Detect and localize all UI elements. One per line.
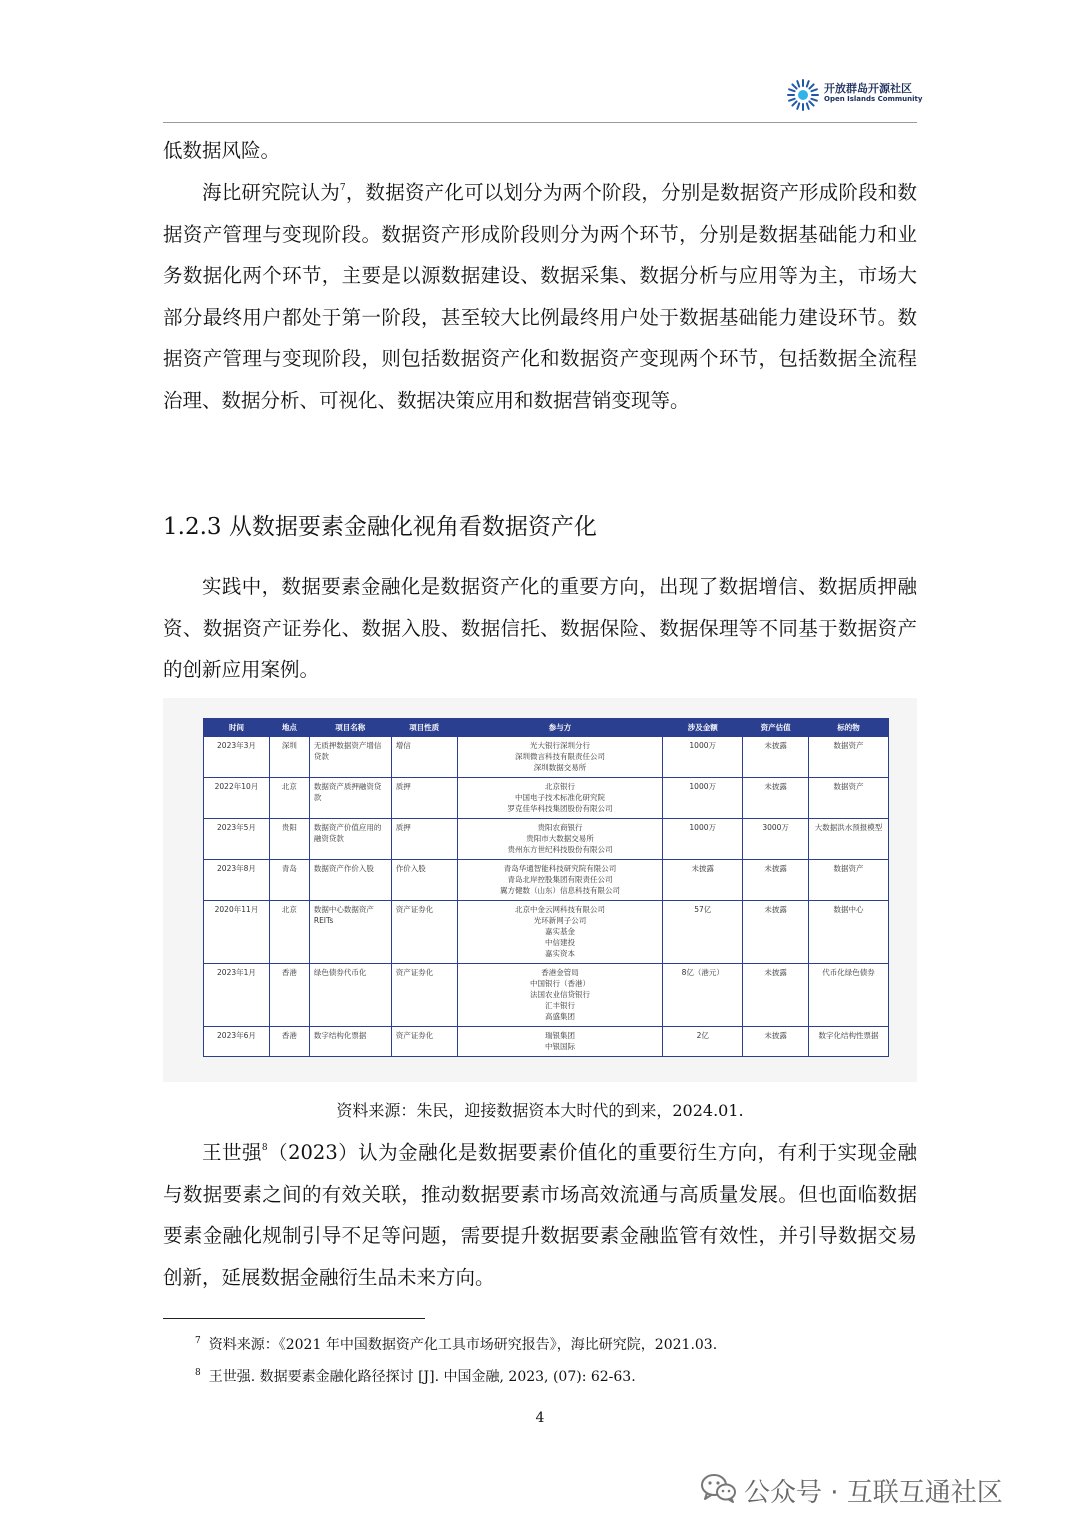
table-row: [204, 1027, 889, 1057]
header-cell: 参与方: [457, 719, 663, 737]
footnote-number: 8: [195, 1368, 201, 1378]
paragraph-2: [163, 172, 917, 421]
cell-parties: [457, 737, 663, 778]
cell-time: 2023年5月: [204, 819, 270, 860]
cell-nature: 作价入股: [391, 860, 457, 901]
cell-nature: 质押: [391, 778, 457, 819]
paragraph-2-lead: 海比研究院认为: [202, 181, 340, 204]
party: 罗克佳华科技集团股份有限公司: [507, 804, 613, 813]
cell-valuation: 3000万: [743, 819, 809, 860]
cell-time: 2022年10月: [204, 778, 270, 819]
header-cell: 项目性质: [391, 719, 457, 737]
cell-place: 北京: [269, 901, 309, 964]
cell-project-name: 无质押数据资产增信贷款: [309, 737, 391, 778]
paragraph-4-body: （2023）认为金融化是数据要素价值化的重要衍生方向，有利于实现金融与数据要素之间的有效关联，推动数据要素市场高效流通与高质量发展。但也面临数据要素金融化规制引导不足等问题，需要提升数据要素金融监管有效性，并引导数据交易创新，延展数据金融衍生品未来方向。: [163, 1141, 917, 1289]
cell-valuation: 未披露: [743, 860, 809, 901]
section-heading: 1.2.3 从数据要素金融化视角看数据资产化: [163, 514, 597, 540]
cell-valuation: 未披露: [743, 778, 809, 819]
table-row: [204, 737, 889, 778]
table-source-caption: 资料来源：朱民，迎接数据资本大时代的到来，2024.01.: [336, 1101, 744, 1120]
party: 中银国际: [544, 1042, 575, 1051]
page-number: 4: [535, 1410, 545, 1426]
party: 中国银行（香港）: [529, 979, 590, 988]
table-row: [204, 901, 889, 964]
wechat-watermark: [700, 1470, 1060, 1510]
party: 光大银行深圳分行: [529, 741, 590, 750]
data-finance-case-table: [163, 698, 917, 1082]
cell-parties: [457, 964, 663, 1027]
table-row: [204, 860, 889, 901]
cell-target: 代币化绿色债券: [809, 964, 889, 1027]
footnote-8: [195, 1366, 636, 1386]
header-divider: [163, 122, 917, 123]
cell-target: 数据资产: [809, 778, 889, 819]
party: 北京中金云网科技有限公司: [514, 905, 605, 914]
cell-valuation: 未披露: [743, 1027, 809, 1057]
party: 汇丰银行: [544, 1001, 575, 1010]
cell-project-name: 数据中心数据资产REITs: [309, 901, 391, 964]
header-cell: 时间: [204, 719, 270, 737]
party: 嘉实资本: [544, 949, 575, 958]
cell-place: 贵阳: [269, 819, 309, 860]
party: 嘉实基金: [544, 927, 575, 936]
cell-place: 香港: [269, 964, 309, 1027]
table-row: [204, 819, 889, 860]
cell-target: 大数据洪水预报模型: [809, 819, 889, 860]
cell-nature: 资产证券化: [391, 901, 457, 964]
party: 北京银行: [544, 782, 575, 791]
party: 深圳数据交易所: [533, 763, 587, 772]
cell-nature: 质押: [391, 819, 457, 860]
header-cell: 涉及金额: [663, 719, 743, 737]
party: 法国农业信贷银行: [529, 990, 590, 999]
cell-project-name: 绿色债券代币化: [309, 964, 391, 1027]
party: 香港金管局: [541, 968, 579, 977]
cell-target: 数据资产: [809, 860, 889, 901]
party: 青岛华通智能科技研究院有限公司: [503, 864, 617, 873]
cell-nature: 资产证券化: [391, 1027, 457, 1057]
table-row: [204, 964, 889, 1027]
header-cell: 地点: [269, 719, 309, 737]
cell-nature: 资产证券化: [391, 964, 457, 1027]
paragraph-1: 低数据风险。: [163, 139, 281, 162]
logo-english-text: Open Islands Community: [824, 95, 923, 103]
party: 光环新网子公司: [533, 916, 587, 925]
cell-valuation: 未披露: [743, 901, 809, 964]
party: 中信建投: [544, 938, 575, 947]
cell-parties: [457, 901, 663, 964]
party: 瑞银集团: [544, 1031, 575, 1040]
cell-place: 深圳: [269, 737, 309, 778]
cell-amount: 57亿: [663, 901, 743, 964]
cell-amount: 1000万: [663, 819, 743, 860]
cell-target: 数据资产: [809, 737, 889, 778]
footnote-divider: [163, 1318, 425, 1319]
open-islands-logo-icon: [786, 78, 820, 112]
party: 翼方健数（山东）信息科技有限公司: [499, 886, 620, 895]
wechat-icon: [700, 1472, 738, 1504]
header-cell: 资产估值: [743, 719, 809, 737]
paragraph-3: 实践中，数据要素金融化是数据资产化的重要方向，出现了数据增信、数据质押融资、数据资产证券化、数据入股、数据信托、数据保险、数据保理等不同基于数据资产的创新应用案例。: [163, 575, 917, 681]
footnote-7: [195, 1334, 717, 1354]
cell-time: 2020年11月: [204, 901, 270, 964]
cell-valuation: 未披露: [743, 964, 809, 1027]
cell-amount: 1000万: [663, 778, 743, 819]
cell-amount: 未披露: [663, 860, 743, 901]
cell-amount: 8亿（港元）: [663, 964, 743, 1027]
cell-nature: 增信: [391, 737, 457, 778]
cell-place: 北京: [269, 778, 309, 819]
case-table: [203, 718, 889, 1057]
footnote-ref-8[interactable]: 8: [261, 1143, 268, 1153]
cell-time: 2023年8月: [204, 860, 270, 901]
table-header-row: [204, 719, 889, 737]
cell-parties: [457, 778, 663, 819]
cell-place: 青岛: [269, 860, 309, 901]
cell-project-name: 数据资产作价入股: [309, 860, 391, 901]
cell-valuation: 未披露: [743, 737, 809, 778]
paragraph-4: [163, 1132, 917, 1298]
party: 贵阳市大数据交易所: [526, 834, 594, 843]
cell-time: 2023年3月: [204, 737, 270, 778]
cell-project-name: 数据资产质押融资贷款: [309, 778, 391, 819]
cell-time: 2023年6月: [204, 1027, 270, 1057]
paragraph-4-lead: 王世强: [202, 1141, 262, 1164]
cell-target: 数字化结构性票据: [809, 1027, 889, 1057]
header-cell: 标的物: [809, 719, 889, 737]
cell-parties: [457, 860, 663, 901]
cell-amount: 2亿: [663, 1027, 743, 1057]
party: 高盛集团: [544, 1012, 575, 1021]
party: 贵阳农商银行: [537, 823, 583, 832]
cell-project-name: 数据资产价值应用的融资贷款: [309, 819, 391, 860]
cell-parties: [457, 819, 663, 860]
footnote-ref-7[interactable]: 7: [339, 183, 346, 193]
cell-project-name: 数字结构化票据: [309, 1027, 391, 1057]
header-cell: 项目名称: [309, 719, 391, 737]
footnote-text: 资料来源：《2021 年中国数据资产化工具市场研究报告》，海比研究院，2021.03.: [208, 1337, 718, 1353]
cell-time: 2023年1月: [204, 964, 270, 1027]
logo-chinese-text: 开放群岛开源社区: [824, 82, 912, 95]
cell-parties: [457, 1027, 663, 1057]
cell-place: 香港: [269, 1027, 309, 1057]
party: 青岛北岸控股集团有限责任公司: [507, 875, 613, 884]
table-row: [204, 778, 889, 819]
party: 贵州东方世纪科技股份有限公司: [507, 845, 613, 854]
cell-target: 数据中心: [809, 901, 889, 964]
watermark-text: 公众号 · 互联互通社区: [744, 1478, 1003, 1508]
footnote-number: 7: [195, 1336, 201, 1346]
footnote-text: 王世强. 数据要素金融化路径探讨 [J]. 中国金融, 2023, (07): 62-63.: [208, 1369, 636, 1385]
cell-amount: 1000万: [663, 737, 743, 778]
party: 深圳微言科技有限责任公司: [514, 752, 605, 761]
party: 中国电子技术标准化研究院: [514, 793, 605, 802]
community-logo: [786, 78, 926, 112]
paragraph-2-body: ，数据资产化可以划分为两个阶段，分别是数据资产形成阶段和数据资产管理与变现阶段。数据资产形成阶段则分为两个环节，分别是数据基础能力和业务数据化两个环节，主要是以源数据建设、数据采集、数据分析与应用等为主，市场大部分最终用户都处于第一阶段，甚至较大比例最终用户处于数据基础能力建设环节。数据资产管理与变现阶段，则包括数据资产化和数据资产变现两个环节，包括数据全流程治理、数据分析、可视化、数据决策应用和数据营销变现等。: [163, 181, 917, 412]
